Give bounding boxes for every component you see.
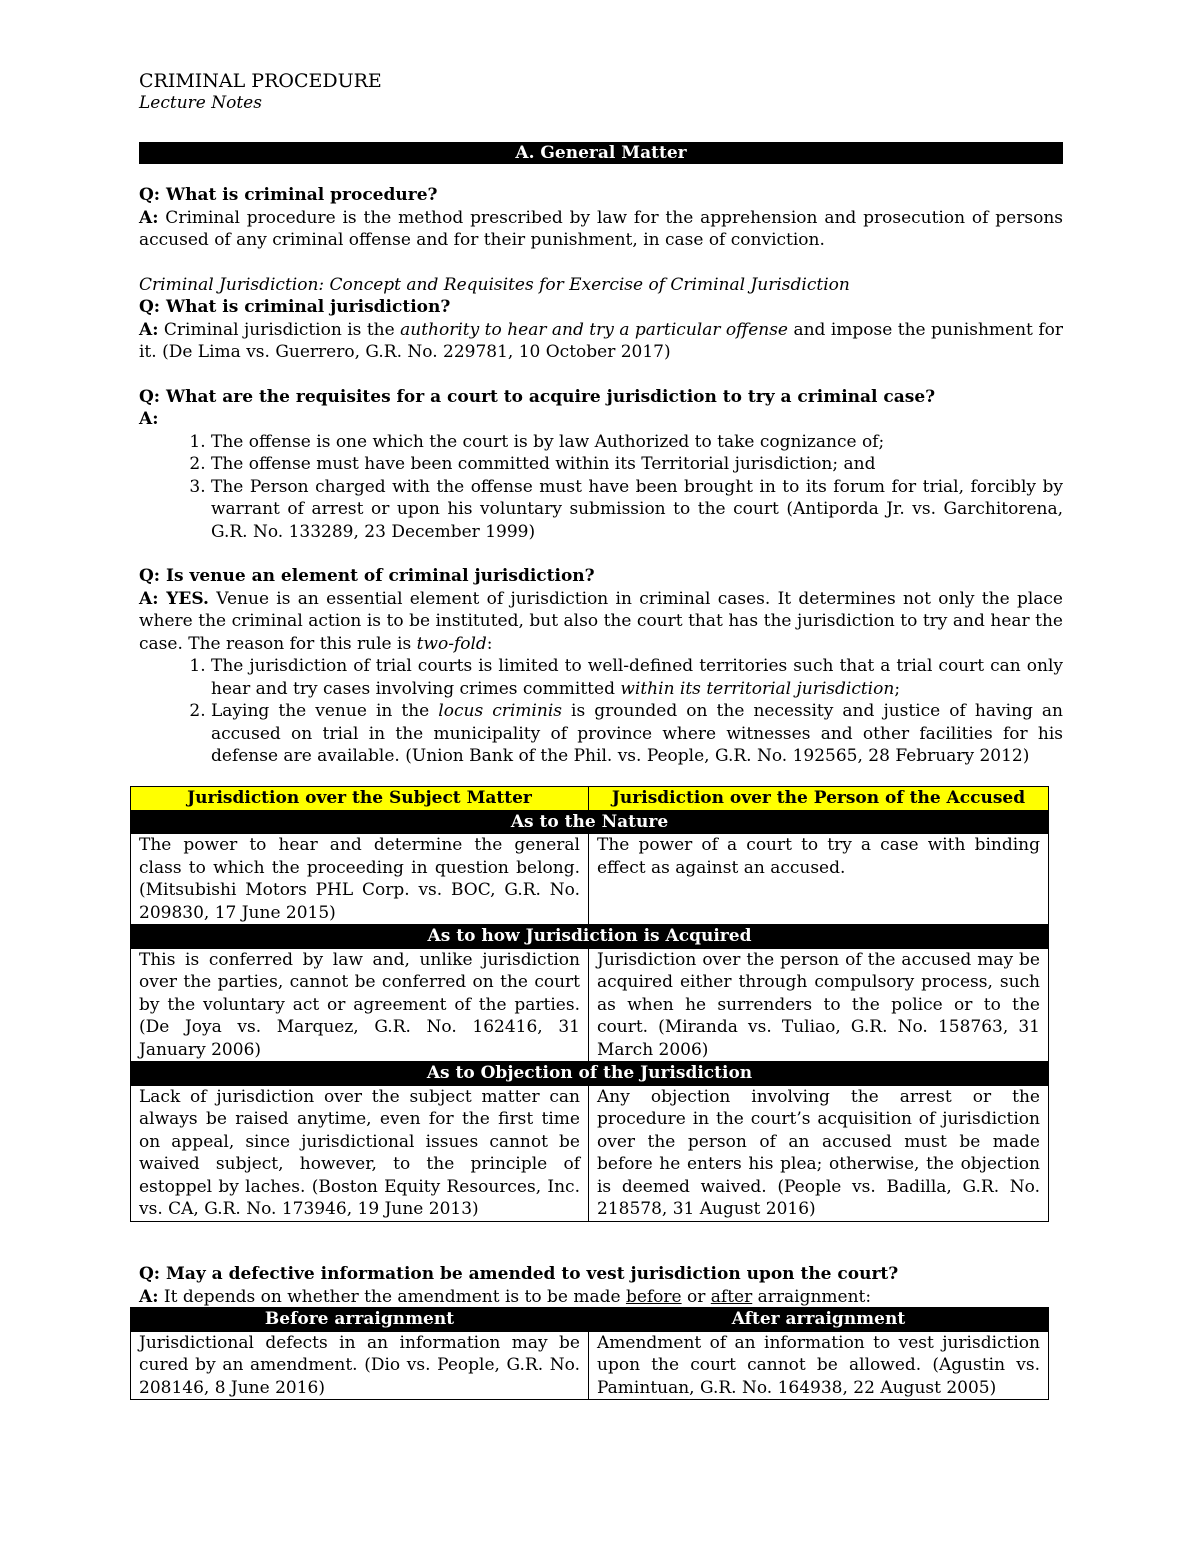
item-text: The jurisdiction of trial courts is limited to well-defined territories such that a trial court can only hear and try cases involving crimes committed (211, 656, 1063, 699)
table-cell: Lack of jurisdiction over the subject matter can always be raised anytime, even for the first time on appeal, since jurisdictional issues cannot be waived subject, however, to the principle of estoppel by laches. (Boston Equity Resources, Inc. vs. CA, G.R. No. 173946, 19 June 2013) (131, 1085, 589, 1221)
list-item: 1. The offense is one which the court is by law Authorized to take cognizance of; (211, 431, 1063, 454)
band-label: As to the Nature (131, 810, 1049, 834)
list-item: 2. The offense must have been committed within its Territorial jurisdiction; and (211, 453, 1063, 476)
answer-text: and impose the punishment for it. (De Lima vs. Guerrero, G.R. No. 229781, 10 October 2017) (139, 319, 1063, 362)
table-cell: This is conferred by law and, unlike jurisdiction over the parties, cannot be conferred on the court by the voluntary act or agreement of the parties. (De Joya vs. Marquez, G.R. No. 162416, 31 January 2006) (131, 948, 589, 1062)
section-heading: A. General Matter (139, 142, 1063, 164)
answer-label: A: (139, 409, 159, 429)
column-header: Before arraignment (131, 1308, 589, 1332)
band-label: As to how Jurisdiction is Acquired (131, 925, 1049, 949)
underlined-text: before (625, 1286, 682, 1307)
table-cell: Any objection involving the arrest or the procedure in the court’s acquisition of jurisdiction over the person of an accused must be made before he enters his plea; otherwise, the objection is deemed waived. (People vs. Badilla, G.R. No. 218578, 31 August 2016) (589, 1085, 1049, 1221)
answer-text: or (681, 1286, 711, 1307)
table-cell: Jurisdiction over the person of the accused may be acquired either through compulsory process, such as when he surrenders to the police or to the court. (Miranda vs. Tuliao, G.R. No. 158763, 31 March 2006) (589, 948, 1049, 1062)
answer-4 (139, 588, 1063, 656)
list-item: 3. The Person charged with the offense must have been brought in to its forum for trial, forcibly by warrant of arrest or upon his voluntary submission to the court (Antiporda Jr. vs. Garchitorena, G.R. No. 133289, 23 December 1999) (211, 476, 1063, 544)
answer-text: Venue is an essential element of jurisdiction in criminal cases. It determines not only the place where the criminal action is to be instituted, but also the court that has the jurisdiction to try and hear the case. The reason for this rule is (139, 588, 1063, 654)
answer-1 (139, 207, 1063, 252)
table-cell: The power to hear and determine the general class to which the proceeding in question belong. (Mitsubishi Motors PHL Corp. vs. BOC, G.R. No. 209830, 17 June 2015) (131, 834, 589, 925)
table-cell: The power of a court to try a case with binding effect as against an accused. (589, 834, 1049, 925)
table-header-row (131, 787, 1049, 811)
column-header: After arraignment (589, 1308, 1049, 1332)
jurisdiction-comparison-table (130, 786, 1049, 1222)
document-subtitle: Lecture Notes (139, 93, 262, 113)
table-band-row (131, 925, 1049, 949)
document-page (139, 70, 1063, 768)
table-row (131, 1331, 1049, 1400)
answer-2 (139, 319, 1063, 364)
answer-text: Criminal jurisdiction is the (158, 319, 401, 340)
table-cell: Jurisdictional defects in an information may be cured by an amendment. (Dio vs. People, G.R. No. 208146, 8 June 2016) (131, 1331, 589, 1400)
answer-text: arraignment: (752, 1286, 872, 1307)
emphasis-text: two-fold (416, 633, 487, 654)
question-3: Q: What are the requisites for a court to acquire jurisdiction to try a criminal case? (139, 386, 936, 407)
table-band-row (131, 1062, 1049, 1086)
table-row (131, 834, 1049, 925)
underlined-text: after (710, 1286, 753, 1307)
table-row (131, 1085, 1049, 1221)
answer-label: A: (139, 207, 159, 228)
amendment-comparison-table (130, 1307, 1049, 1400)
table-band-row (131, 810, 1049, 834)
requisites-list (139, 431, 1063, 544)
emphasis-text: within its territorial jurisdiction (620, 678, 895, 699)
answer-5 (139, 1286, 1059, 1309)
answer-text: : (486, 633, 493, 654)
question-5-block (139, 1263, 1059, 1308)
question-2: Q: What is criminal jurisdiction? (139, 297, 451, 317)
item-text: ; (894, 678, 901, 699)
question-5: Q: May a defective information be amended to vest jurisdiction upon the court? (139, 1264, 899, 1284)
column-header: Jurisdiction over the Person of the Accused (589, 787, 1049, 811)
band-label: As to Objection of the Jurisdiction (131, 1062, 1049, 1086)
answer-label: A: YES. (139, 588, 209, 609)
item-text: is grounded on the necessity and justice of having an accused on trial in the municipality of province where witnesses and other facilities for his defense are available. (Union Bank of the Phil. vs. People, G.R. No. 192565, 28 February 2012) (211, 701, 1063, 766)
answer-label: A: (139, 1286, 159, 1307)
answer-text: It depends on whether the amendment is to be made (158, 1286, 626, 1307)
question-1: Q: What is criminal procedure? (139, 185, 438, 205)
table-header-row (131, 1308, 1049, 1332)
emphasis-text: authority to hear and try a particular offense (400, 319, 788, 340)
question-4: Q: Is venue an element of criminal jurisdiction? (139, 566, 595, 586)
column-header: Jurisdiction over the Subject Matter (131, 787, 589, 811)
item-text: Laying the venue in the (211, 701, 439, 721)
subheading: Criminal Jurisdiction: Concept and Requisites for Exercise of Criminal Jurisdiction (139, 274, 850, 295)
table-cell: Amendment of an information to vest jurisdiction upon the court cannot be allowed. (Agustin vs. Pamintuan, G.R. No. 164938, 22 August 2005) (589, 1331, 1049, 1400)
answer-label: A: (139, 319, 159, 340)
document-title: CRIMINAL PROCEDURE (139, 70, 382, 92)
table-row (131, 948, 1049, 1062)
emphasis-text: locus criminis (438, 701, 562, 721)
reasons-list (139, 655, 1063, 768)
list-item (211, 700, 1063, 768)
answer-text: Criminal procedure is the method prescribed by law for the apprehension and prosecution of persons accused of any criminal offense and for their punishment, in case of conviction. (139, 207, 1063, 250)
list-item (211, 655, 1063, 700)
